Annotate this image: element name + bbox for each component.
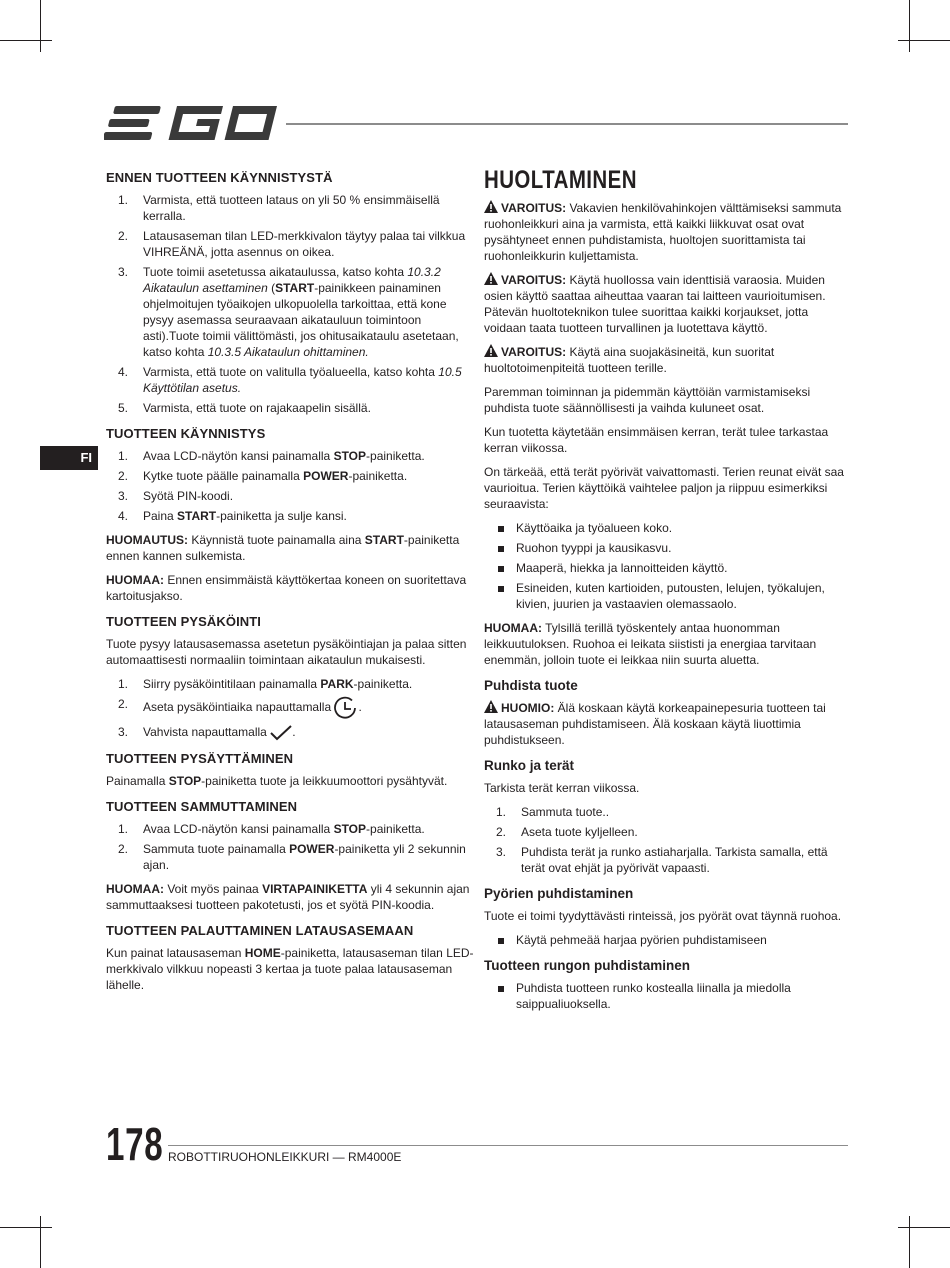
crop-mark bbox=[0, 40, 52, 41]
list-item: 5. Varmista, että tuote on rajakaapelin sisällä. bbox=[118, 401, 371, 415]
list-item: 2. Aseta tuote kyljelleen. bbox=[496, 825, 638, 839]
list-item: 3. Syötä PIN-koodi. bbox=[118, 489, 234, 503]
list-item: Maaperä, hiekka ja lannoitteiden käyttö. bbox=[484, 560, 852, 576]
paragraph: Tarkista terät kerran viikossa. bbox=[484, 781, 640, 795]
list-item: 1. Siirry pysäköintitilaan painamalla PARK-painiketta. bbox=[118, 677, 413, 691]
paragraph: Tuote pysyy latausasemassa asetetun pysäköintiajan ja palaa sitten automaattisesti normaaliin toimintaan aikataulun mukaisesti. bbox=[106, 637, 467, 667]
paragraph: Kun tuotetta käytetään ensimmäisen kerran, terät tulee tarkastaa kerran viikossa. bbox=[484, 425, 829, 455]
steps-list bbox=[106, 821, 474, 873]
list-item: 3. Tuote toimii asetetussa aikataulussa, katso kohta 10.3.2 Aikataulun asettaminen (START-painikkeen painaminen ohjelmoitujen työaikojen ulkopuolella tarkoittaa, että kone pysyy asemassa seuraavaan aikatauluun toimintoon asti).Tuote toimii välittömästi, jos ohitusaikataulu asetetaan, katso kohta 10.3.5 Aikataulun ohittaminen. bbox=[118, 265, 459, 359]
list-item: 2. Latausaseman tilan LED-merkkivalon täytyy palaa tai vilkkua VIHREÄNÄ, jotta asennus on oikea. bbox=[118, 229, 466, 259]
page-title: HUOLTAMINEN bbox=[484, 166, 637, 194]
warning-icon bbox=[484, 200, 498, 213]
page-number: 178 bbox=[106, 1118, 164, 1170]
section-title: TUOTTEEN PYSÄKÖINTI bbox=[106, 614, 262, 629]
footer-product: ROBOTTIRUOHONLEIKKURI — RM4000E bbox=[168, 1150, 402, 1164]
warning: VAROITUS: Käytä huollossa vain identtisiä varaosia. Muiden osien käyttö saattaa aiheuttaa vaaran tai laitteen vaurioitumisen. Pätevän huoltoteknikon tulee suorittaa kaikki korjaukset, jotta voidaan taata tuotteen turvallinen ja luotettava käyttö. bbox=[484, 273, 826, 335]
list-item: 4. Paina START-painiketta ja sulje kansi. bbox=[118, 509, 347, 523]
language-tab: FI bbox=[40, 446, 98, 470]
clock-icon bbox=[334, 696, 358, 720]
subsection-title: Runko ja terät bbox=[484, 758, 575, 773]
paragraph: Paremman toiminnan ja pidemmän käyttöiän varmistamiseksi puhdista tuote säännöllisesti ja vaihda kuluneet osat. bbox=[484, 385, 811, 415]
warning-icon bbox=[484, 700, 498, 713]
warning: VAROITUS: Käytä aina suojakäsineitä, kun suoritat huoltotoimenpiteitä tuotteen terille. bbox=[484, 345, 775, 375]
section-title: TUOTTEEN KÄYNNISTYS bbox=[106, 426, 266, 441]
list-item: 1. Sammuta tuote.. bbox=[496, 805, 610, 819]
subsection-title: Pyörien puhdistaminen bbox=[484, 886, 634, 901]
footer-rule bbox=[168, 1145, 848, 1146]
left-column bbox=[106, 170, 474, 1001]
crop-mark bbox=[40, 1216, 41, 1268]
crop-mark bbox=[40, 0, 41, 52]
warning-icon bbox=[484, 344, 498, 357]
section-title: ENNEN TUOTTEEN KÄYNNISTYSTÄ bbox=[106, 170, 333, 185]
list-item: 1. Varmista, että tuotteen lataus on yli 50 % ensimmäisellä kerralla. bbox=[118, 193, 440, 223]
list-item: 2. Aseta pysäköintiaika napauttamalla . bbox=[106, 696, 474, 720]
bullet-list bbox=[484, 932, 852, 948]
list-item: Käyttöaika ja työalueen koko. bbox=[484, 520, 852, 536]
note: HUOMAA: Voit myös painaa VIRTAPAINIKETTA yli 4 sekunnin ajan sammuttaaksesi tuotteen pakotetusti, jos et syötä PIN-koodia. bbox=[106, 881, 470, 912]
section-title: TUOTTEEN PYSÄYTTÄMINEN bbox=[106, 750, 294, 766]
bullet-list bbox=[484, 520, 852, 612]
crop-mark bbox=[909, 1216, 910, 1268]
list-item: Ruohon tyyppi ja kausikasvu. bbox=[484, 540, 852, 556]
paragraph: Kun painat latausaseman HOME-painiketta, latausaseman tilan LED-merkkivalo vilkkuu nopeasti 3 kertaa ja tuote palaa latausaseman lähelle. bbox=[106, 945, 474, 992]
right-column bbox=[484, 166, 852, 1020]
section-title: TUOTTEEN SAMMUTTAMINEN bbox=[106, 798, 298, 814]
steps-list bbox=[106, 676, 474, 741]
list-item: 4. Varmista, että tuote on valitulla työalueella, katso kohta 10.5 Käyttötilan asetus. bbox=[118, 365, 462, 395]
crop-mark bbox=[898, 1227, 950, 1228]
list-item: 2. Sammuta tuote painamalla POWER-painiketta yli 2 sekunnin ajan. bbox=[118, 841, 466, 872]
bullet-list bbox=[484, 980, 852, 1012]
subsection-title: Puhdista tuote bbox=[484, 678, 578, 693]
steps-list bbox=[106, 192, 474, 416]
steps-list bbox=[484, 804, 852, 876]
paragraph: On tärkeää, että terät pyörivät vaivattomasti. Terien reunat eivät saa vaurioitua. Terien käyttöikä vaihtelee paljon ja riippuu esimerkiksi seuraavista: bbox=[484, 465, 844, 511]
subsection-title: Tuotteen rungon puhdistaminen bbox=[484, 958, 690, 973]
list-item: 1. Avaa LCD-näytön kansi painamalla STOP-painiketta. bbox=[118, 449, 425, 463]
list-item: 3. Vahvista napauttamalla . bbox=[118, 725, 296, 739]
steps-list bbox=[106, 448, 474, 524]
section-title: TUOTTEEN PALAUTTAMINEN LATAUSASEMAAN bbox=[106, 922, 414, 938]
paragraph: Tuote ei toimi tyydyttävästi rinteissä, jos pyörät ovat täynnä ruohoa. bbox=[484, 909, 842, 923]
crop-mark bbox=[898, 40, 950, 41]
paragraph: Painamalla STOP-painiketta tuote ja leikkuumoottori pysähtyvät. bbox=[106, 773, 448, 788]
list-item: Esineiden, kuten kartioiden, putousten, lelujen, työkalujen, kivien, juurien ja vastaavien olemassaolo. bbox=[484, 580, 852, 612]
crop-mark bbox=[909, 0, 910, 52]
ego-logo bbox=[104, 102, 280, 144]
warning: HUOMIO: Älä koskaan käytä korkeapainepesuria tuotteen tai latausaseman puhdistamiseen. Älä koskaan käytä liuottimia puhdistukseen. bbox=[484, 701, 826, 747]
warning: VAROITUS: Vakavien henkilövahinkojen välttämiseksi sammuta ruohonleikkuri aina ja varmista, että kaikki liikkuvat osat ovat pysähtyneet ennen puhdistamista, huoltojen suorittamista tai ruohonleikkurin kuljettamista. bbox=[484, 201, 842, 263]
note: HUOMAA: Ennen ensimmäistä käyttökertaa koneen on suoritettava kartoitusjakso. bbox=[106, 573, 467, 603]
list-item: Käytä pehmeää harjaa pyörien puhdistamiseen bbox=[484, 932, 852, 948]
list-item: 1. Avaa LCD-näytön kansi painamalla STOP-painiketta. bbox=[118, 821, 425, 836]
list-item: 3. Puhdista terät ja runko astiaharjalla. Tarkista samalla, että terät ovat ehjät ja pyörivät vapaasti. bbox=[496, 845, 828, 875]
note: HUOMAA: Tylsillä terillä työskentely antaa huonomman leikkuutuloksen. Ruohoa ei leikata siististi ja energiaa tarvitaan enemmän, jolloin tuote ei leikkaa niin suurta aluetta. bbox=[484, 621, 817, 667]
note: HUOMAUTUS: Käynnistä tuote painamalla aina START-painiketta ennen kannen sulkemista. bbox=[106, 533, 460, 563]
checkmark-icon bbox=[270, 725, 292, 741]
warning-icon bbox=[484, 272, 498, 285]
crop-mark bbox=[0, 1227, 52, 1228]
list-item: 2. Kytke tuote päälle painamalla POWER-painiketta. bbox=[118, 469, 408, 483]
header-rule bbox=[286, 123, 848, 125]
list-item: Puhdista tuotteen runko kostealla liinalla ja miedolla saippualiuoksella. bbox=[484, 980, 852, 1012]
